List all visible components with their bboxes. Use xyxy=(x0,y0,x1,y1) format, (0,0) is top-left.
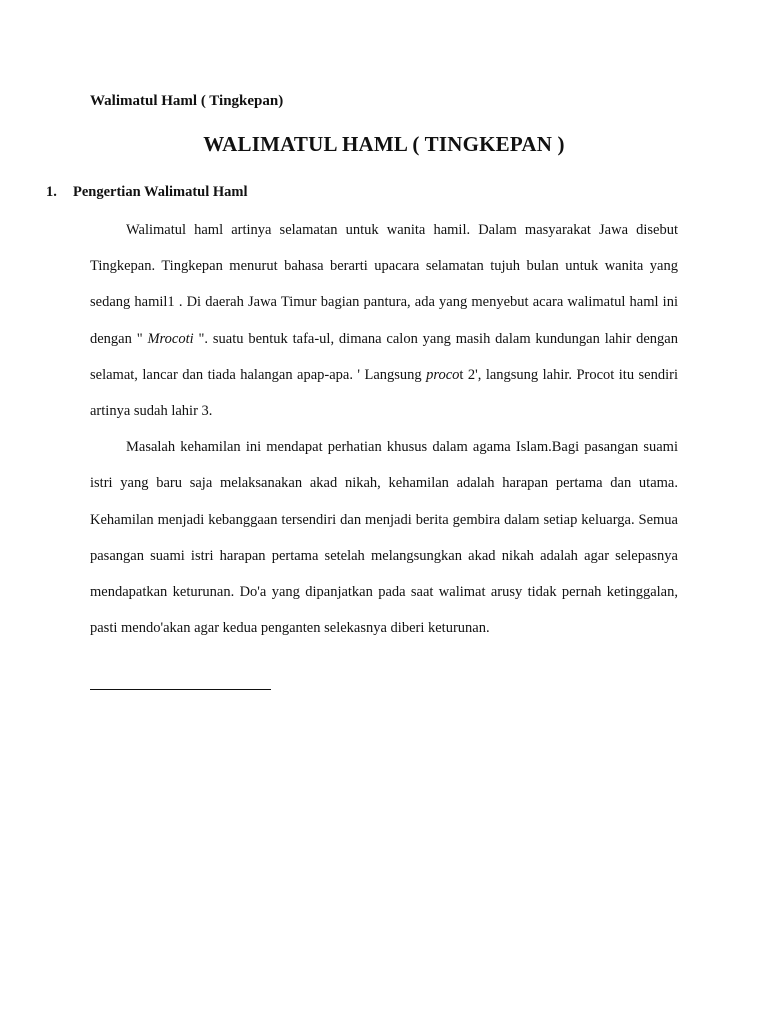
paragraph-1-text-a: Walimatul haml artinya selamatan untuk wanita hamil. Dalam masyarakat Jawa disebut Tingkepan. Tingkepan menurut bahasa berarti upacara selamatan tujuh bulan untuk wanita yang sedang hamil1 . Di daerah Jawa Timur bagian pantura, ada yang menyebut acara walimatul haml ini dengan " xyxy=(90,222,678,347)
running-title: Walimatul Haml ( Tingkepan) xyxy=(90,93,284,109)
paragraph-1-italic-proco: proco xyxy=(426,366,460,383)
paragraph-1 xyxy=(90,212,678,429)
paragraph-1-text-c: t 2', langsung lahir. Procot itu sendiri artinya sudah lahir 3. xyxy=(90,366,678,420)
section-heading-text: Pengertian Walimatul Haml xyxy=(73,184,248,200)
paragraph-1-italic-mrocoti: Mrocoti xyxy=(147,330,194,347)
paragraph-2: Masalah kehamilan ini mendapat perhatian khusus dalam agama Islam.Bagi pasangan suami istri yang baru saja melaksanakan akad nikah, kehamilan adalah harapan pertama dan utama. Kehamilan menjadi kebanggaan tersendiri dan menjadi berita gembira dalam setiap keluarga. Semua pasangan suami istri harapan pertama setelah melangsungkan akad nikah adalah agar selepasnya mendapatkan keturunan. Do'a yang dipanjatkan pada saat walimat arusy tidak pernah ketinggalan, pasti mendo'akan agar kedua penganten selekasnya diberi keturunan. xyxy=(90,439,678,637)
paragraph-1-text-b: ". suatu bentuk tafa-ul, dimana calon yang masih dalam kundungan lahir dengan selamat, lancar dan tiada halangan apap-apa. ' Langsung xyxy=(90,330,678,383)
body-text xyxy=(90,212,678,646)
section-number: 1. xyxy=(46,184,57,200)
document-title: WALIMATUL HAML ( TINGKEPAN ) xyxy=(203,132,565,156)
section-heading xyxy=(46,184,248,201)
footnote-separator xyxy=(90,689,271,690)
